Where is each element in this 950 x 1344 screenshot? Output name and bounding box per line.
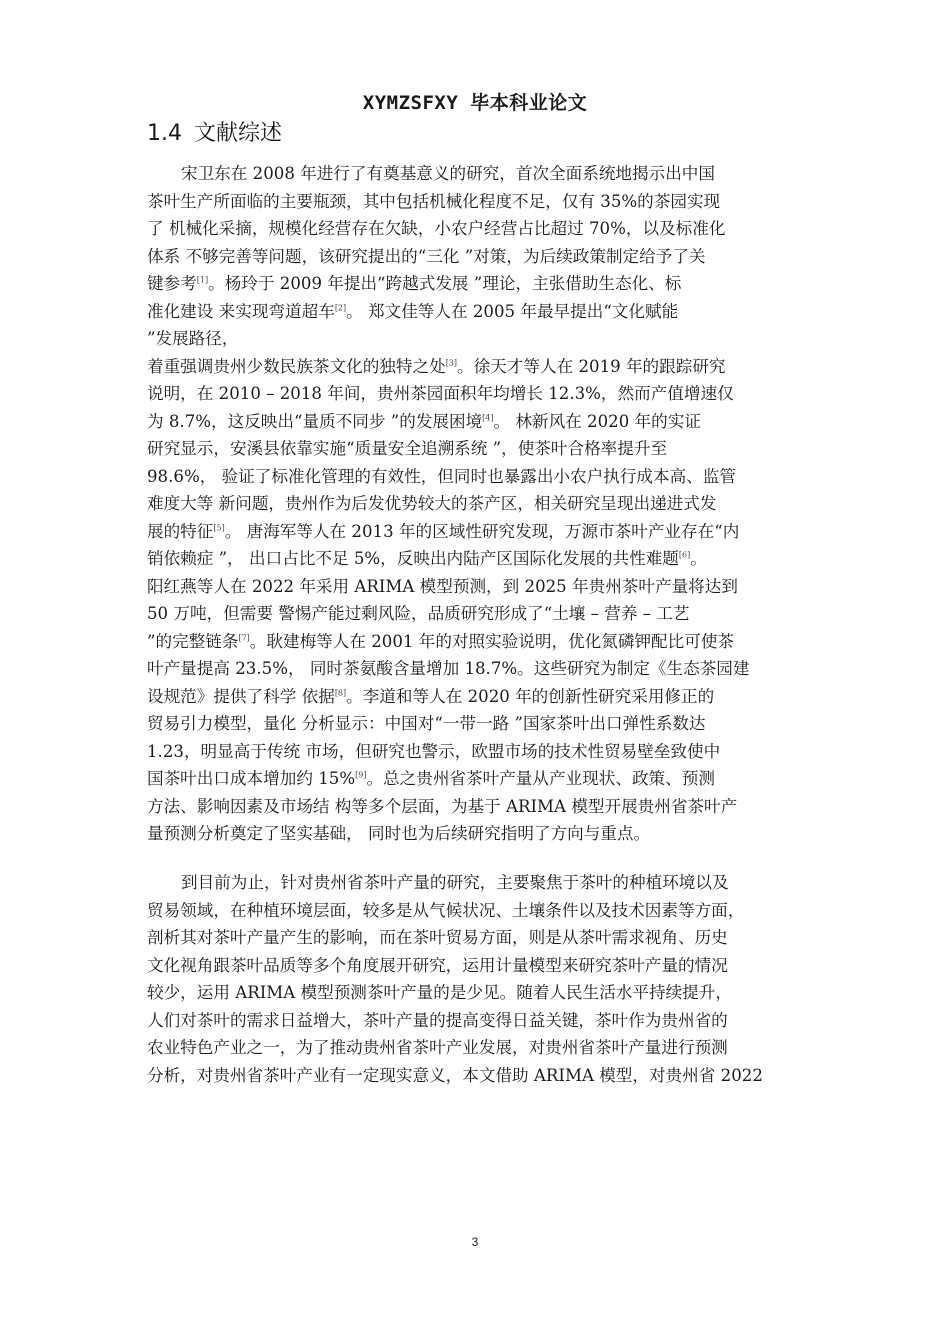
text-line: ”的完整链条[7]。耿建梅等人在 2001 年的对照实验说明，优化氮磷钾配比可使茶 bbox=[147, 631, 735, 651]
text-line: 到目前为止，针对贵州省茶叶产量的研究，主要聚焦于茶叶的种植环境以及 bbox=[181, 873, 729, 892]
text-line: 剖析其对茶叶产量产生的影响，而在茶叶贸易方面，则是从茶叶需求视角、历史 bbox=[147, 928, 728, 947]
text-line: 难度大等 新问题，贵州作为后发优势较大的茶产区，相关研究呈现出递进式发 bbox=[147, 494, 717, 513]
citation-ref: [9] bbox=[355, 770, 367, 780]
text-line: 贸易引力模型，量化 分析显示：中国对“一带一路 ”国家茶叶出口弹性系数达 bbox=[147, 714, 706, 733]
section-number: 1.4 bbox=[147, 121, 182, 146]
page-number: 3 bbox=[471, 1235, 479, 1249]
text-line: 叶产量提高 23.5%， 同时茶氨酸含量增加 18.7%。这些研究为制定《生态茶园建 bbox=[147, 659, 750, 678]
citation-ref: [8] bbox=[334, 687, 347, 697]
text-line: 了 机械化采摘，规模化经营存在欠缺，小农户经营占比超过 70%，以及标准化 bbox=[147, 219, 726, 238]
text-line: 说明，在 2010 – 2018 年间，贵州茶园面积年均增长 12.3%，然而产值增速仅 bbox=[147, 384, 734, 403]
section-heading bbox=[147, 119, 282, 149]
text-line: 量预测分析奠定了坚实基础， 同时也为后续研究指明了方向与重点。 bbox=[147, 824, 651, 843]
text-line: 阳红燕等人在 2022 年采用 ARIMA 模型预测，到 2025 年贵州茶叶产量将达到 bbox=[147, 576, 738, 596]
text-line: 展的特征[5]。 唐海军等人在 2013 年的区域性研究发现，万源市茶叶产业存在“内 bbox=[147, 521, 740, 541]
paragraph-research-gap bbox=[147, 869, 827, 1089]
text-line: 较少，运用 ARIMA 模型预测茶叶产量的是少见。随着人民生活水平持续提升， bbox=[147, 983, 732, 1002]
text-line: 准化建设 来实现弯道超车[2]。 郑文佳等人在 2005 年最早提出“文化赋能 bbox=[147, 301, 679, 321]
text-line: 销依赖症 ”， 出口占比不足 5%，反映出内陆产区国际化发展的共性难题[6]。 bbox=[147, 549, 707, 568]
paragraph-literature-review bbox=[147, 160, 827, 848]
citation-ref: [3] bbox=[445, 357, 458, 367]
text-line: 方法、影响因素及市场结 构等多个层面，为基于 ARIMA 模型开展贵州省茶叶产 bbox=[147, 796, 738, 816]
text-line: 为 8.7%，这反映出“量质不同步 ”的发展困境[4]。 林新风在 2020 年的实证 bbox=[147, 411, 701, 431]
section-title-text: 文献综述 bbox=[194, 121, 283, 146]
running-header: XYMZSFXY 毕本科业论文 bbox=[362, 92, 588, 114]
text-line: 分析，对贵州省茶叶产业有一定现实意义，本文借助 ARIMA 模型，对贵州省 2022 bbox=[147, 1065, 763, 1085]
text-line: 农业特色产业之一，为了推动贵州省茶叶产业发展，对贵州省茶叶产量进行预测 bbox=[147, 1038, 728, 1057]
citation-ref: [6] bbox=[678, 550, 691, 560]
citation-ref: [1] bbox=[196, 275, 209, 285]
text-line: 1.23，明显高于传统 市场，但研究也警示，欧盟市场的技术性贸易壁垒致使中 bbox=[147, 741, 721, 761]
text-line: 贸易领域，在种植环境层面，较多是从气候状况、土壤条件以及技术因素等方面， bbox=[147, 900, 745, 920]
text-line: 研究显示，安溪县依靠实施“质量安全追溯系统 ”，使茶叶合格率提升至 bbox=[147, 439, 668, 458]
text-line: ”发展路径， bbox=[147, 329, 239, 348]
text-line: 文化视角跟茶叶品质等多个角度展开研究，运用计量模型来研究茶叶产量的情况 bbox=[147, 955, 728, 975]
text-line: 键参考[1]。杨玲于 2009 年提出“跨越式发展 ”理论，主张借助生态化、标 bbox=[147, 274, 682, 293]
text-line: 着重强调贵州少数民族茶文化的独特之处[3]。徐天才等人在 2019 年的跟踪研究 bbox=[147, 356, 726, 376]
citation-ref: [2] bbox=[334, 302, 347, 312]
text-line: 50 万吨，但需要 警惕产能过剩风险，品质研究形成了“土壤 – 营养 – 工艺 bbox=[147, 604, 690, 623]
text-line: 宋卫东在 2008 年进行了有奠基意义的研究，首次全面系统地揭示出中国 bbox=[181, 164, 715, 183]
text-line: 人们对茶叶的需求日益增大，茶叶产量的提高变得日益关键，茶叶作为贵州省的 bbox=[147, 1010, 728, 1030]
text-line: 98.6%， 验证了标准化管理的有效性，但同时也暴露出小农户执行成本高、监管 bbox=[147, 466, 736, 486]
text-line: 设规范》提供了科学 依据[8]。李道和等人在 2020 年的创新性研究采用修正的 bbox=[147, 686, 715, 706]
text-line: 茶叶生产所面临的主要瓶颈，其中包括机械化程度不足，仅有 35%的茶园实现 bbox=[147, 191, 721, 211]
citation-ref: [7] bbox=[238, 632, 250, 642]
text-line: 体系 不够完善等问题，该研究提出的“三化 ”对策，为后续政策制定给予了关 bbox=[147, 246, 706, 266]
citation-ref: [5] bbox=[213, 522, 225, 532]
citation-ref: [4] bbox=[482, 412, 494, 422]
text-line: 国茶叶出口成本增加约 15%[9]。总之贵州省茶叶产量从产业现状、政策、预测 bbox=[147, 769, 715, 788]
